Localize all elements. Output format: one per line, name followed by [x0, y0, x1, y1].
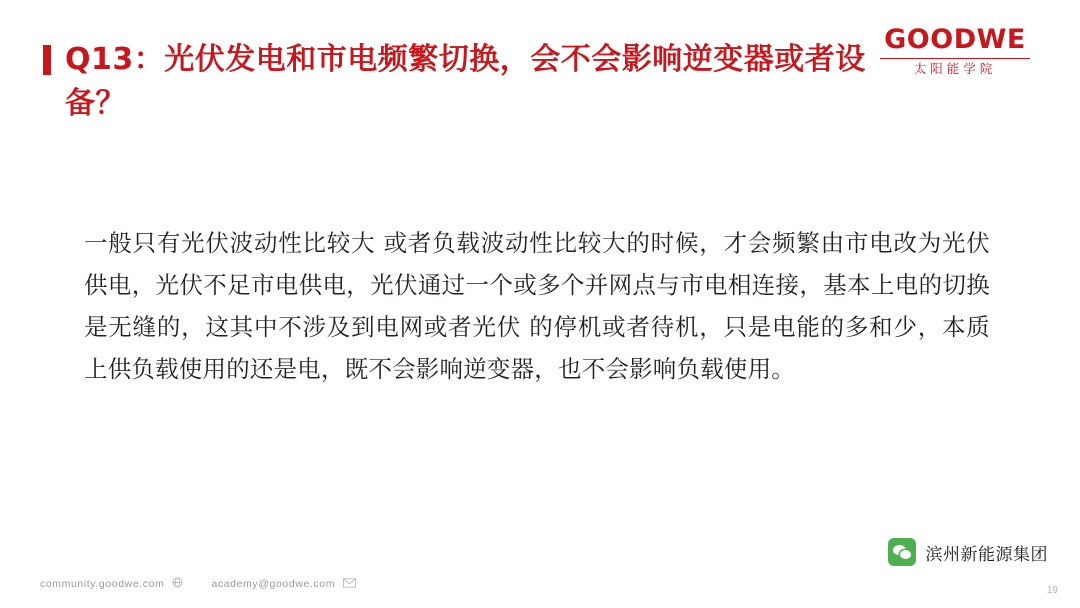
logo-subtitle: 太阳能学院 — [913, 62, 997, 76]
slide-title — [43, 38, 923, 125]
footer-community-label: community.goodwe.com — [40, 578, 165, 590]
footer-community — [40, 577, 183, 591]
footer-email — [211, 578, 356, 591]
page-number: 19 — [1046, 585, 1058, 596]
title-accent-bar — [43, 45, 51, 75]
slide-body-text: 一般只有光伏波动性比较大 或者负载波动性比较大的时候，才会频繁由市电改为光伏供电，光伏不足市电供电，光伏通过一个或多个并网点与市电相连接，基本上电的切换是无缝的，这其中不涉及到电网或者光伏 的停机或者待机，只是电能的多和少，本质上供负载使用的还是电，既不会影响逆变器，也不会影响负载使用。 — [84, 229, 990, 383]
wechat-account-badge[interactable] — [882, 534, 1055, 570]
logo-wordmark: GOODWE — [884, 24, 1026, 55]
wechat-account-name: 滨州新能源集团 — [925, 544, 1048, 565]
mail-icon — [343, 578, 356, 591]
footer — [40, 577, 356, 591]
page-title: Q13：光伏发电和市电频繁切换，会不会影响逆变器或者设备？ — [65, 42, 866, 121]
globe-icon — [172, 577, 183, 591]
footer-email-label: academy@goodwe.com — [211, 578, 336, 590]
wechat-icon — [888, 538, 916, 566]
